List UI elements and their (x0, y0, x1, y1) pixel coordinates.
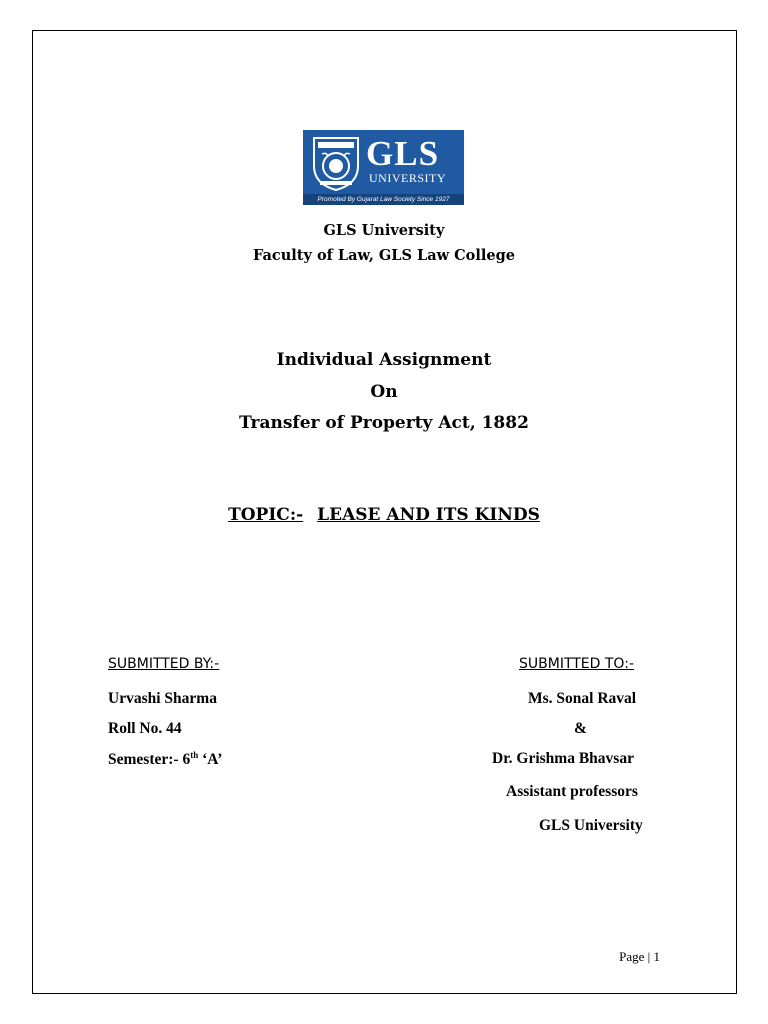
designation: Assistant professors (506, 783, 638, 800)
topic-value: LEASE AND ITS KINDS (317, 505, 540, 525)
topic-line (0, 505, 768, 525)
student-name: Urvashi Sharma (108, 690, 217, 707)
faculty-name: Faculty of Law, GLS Law College (253, 247, 515, 264)
faculty-member-2: Dr. Grishma Bhavsar (492, 750, 634, 767)
logo-wordmark: GLS (366, 134, 440, 173)
institution-name: GLS University (323, 222, 445, 239)
logo-tagline: Promoted By Gujarat Law Society Since 1927 (303, 194, 464, 205)
page-number: Page | 1 (619, 949, 660, 964)
assignment-on: On (370, 382, 398, 402)
faculty-member-1: Ms. Sonal Raval (528, 690, 637, 707)
assignment-title: Individual Assignment (276, 350, 492, 370)
university-emblem-icon (310, 134, 362, 192)
roll-number: Roll No. 44 (108, 720, 182, 737)
ampersand: & (574, 720, 587, 737)
logo-subtitle: UNIVERSITY (369, 171, 446, 185)
semester: Semester:- 6th ‘A’ (108, 750, 223, 769)
submitted-to-institution: GLS University (539, 817, 643, 834)
submitted-to-heading: SUBMITTED TO:- (519, 656, 634, 672)
assignment-subject: Transfer of Property Act, 1882 (239, 413, 529, 433)
topic-label: TOPIC:- (228, 505, 304, 525)
submitted-by-heading: SUBMITTED BY:- (108, 656, 220, 672)
gls-university-logo (303, 130, 464, 205)
